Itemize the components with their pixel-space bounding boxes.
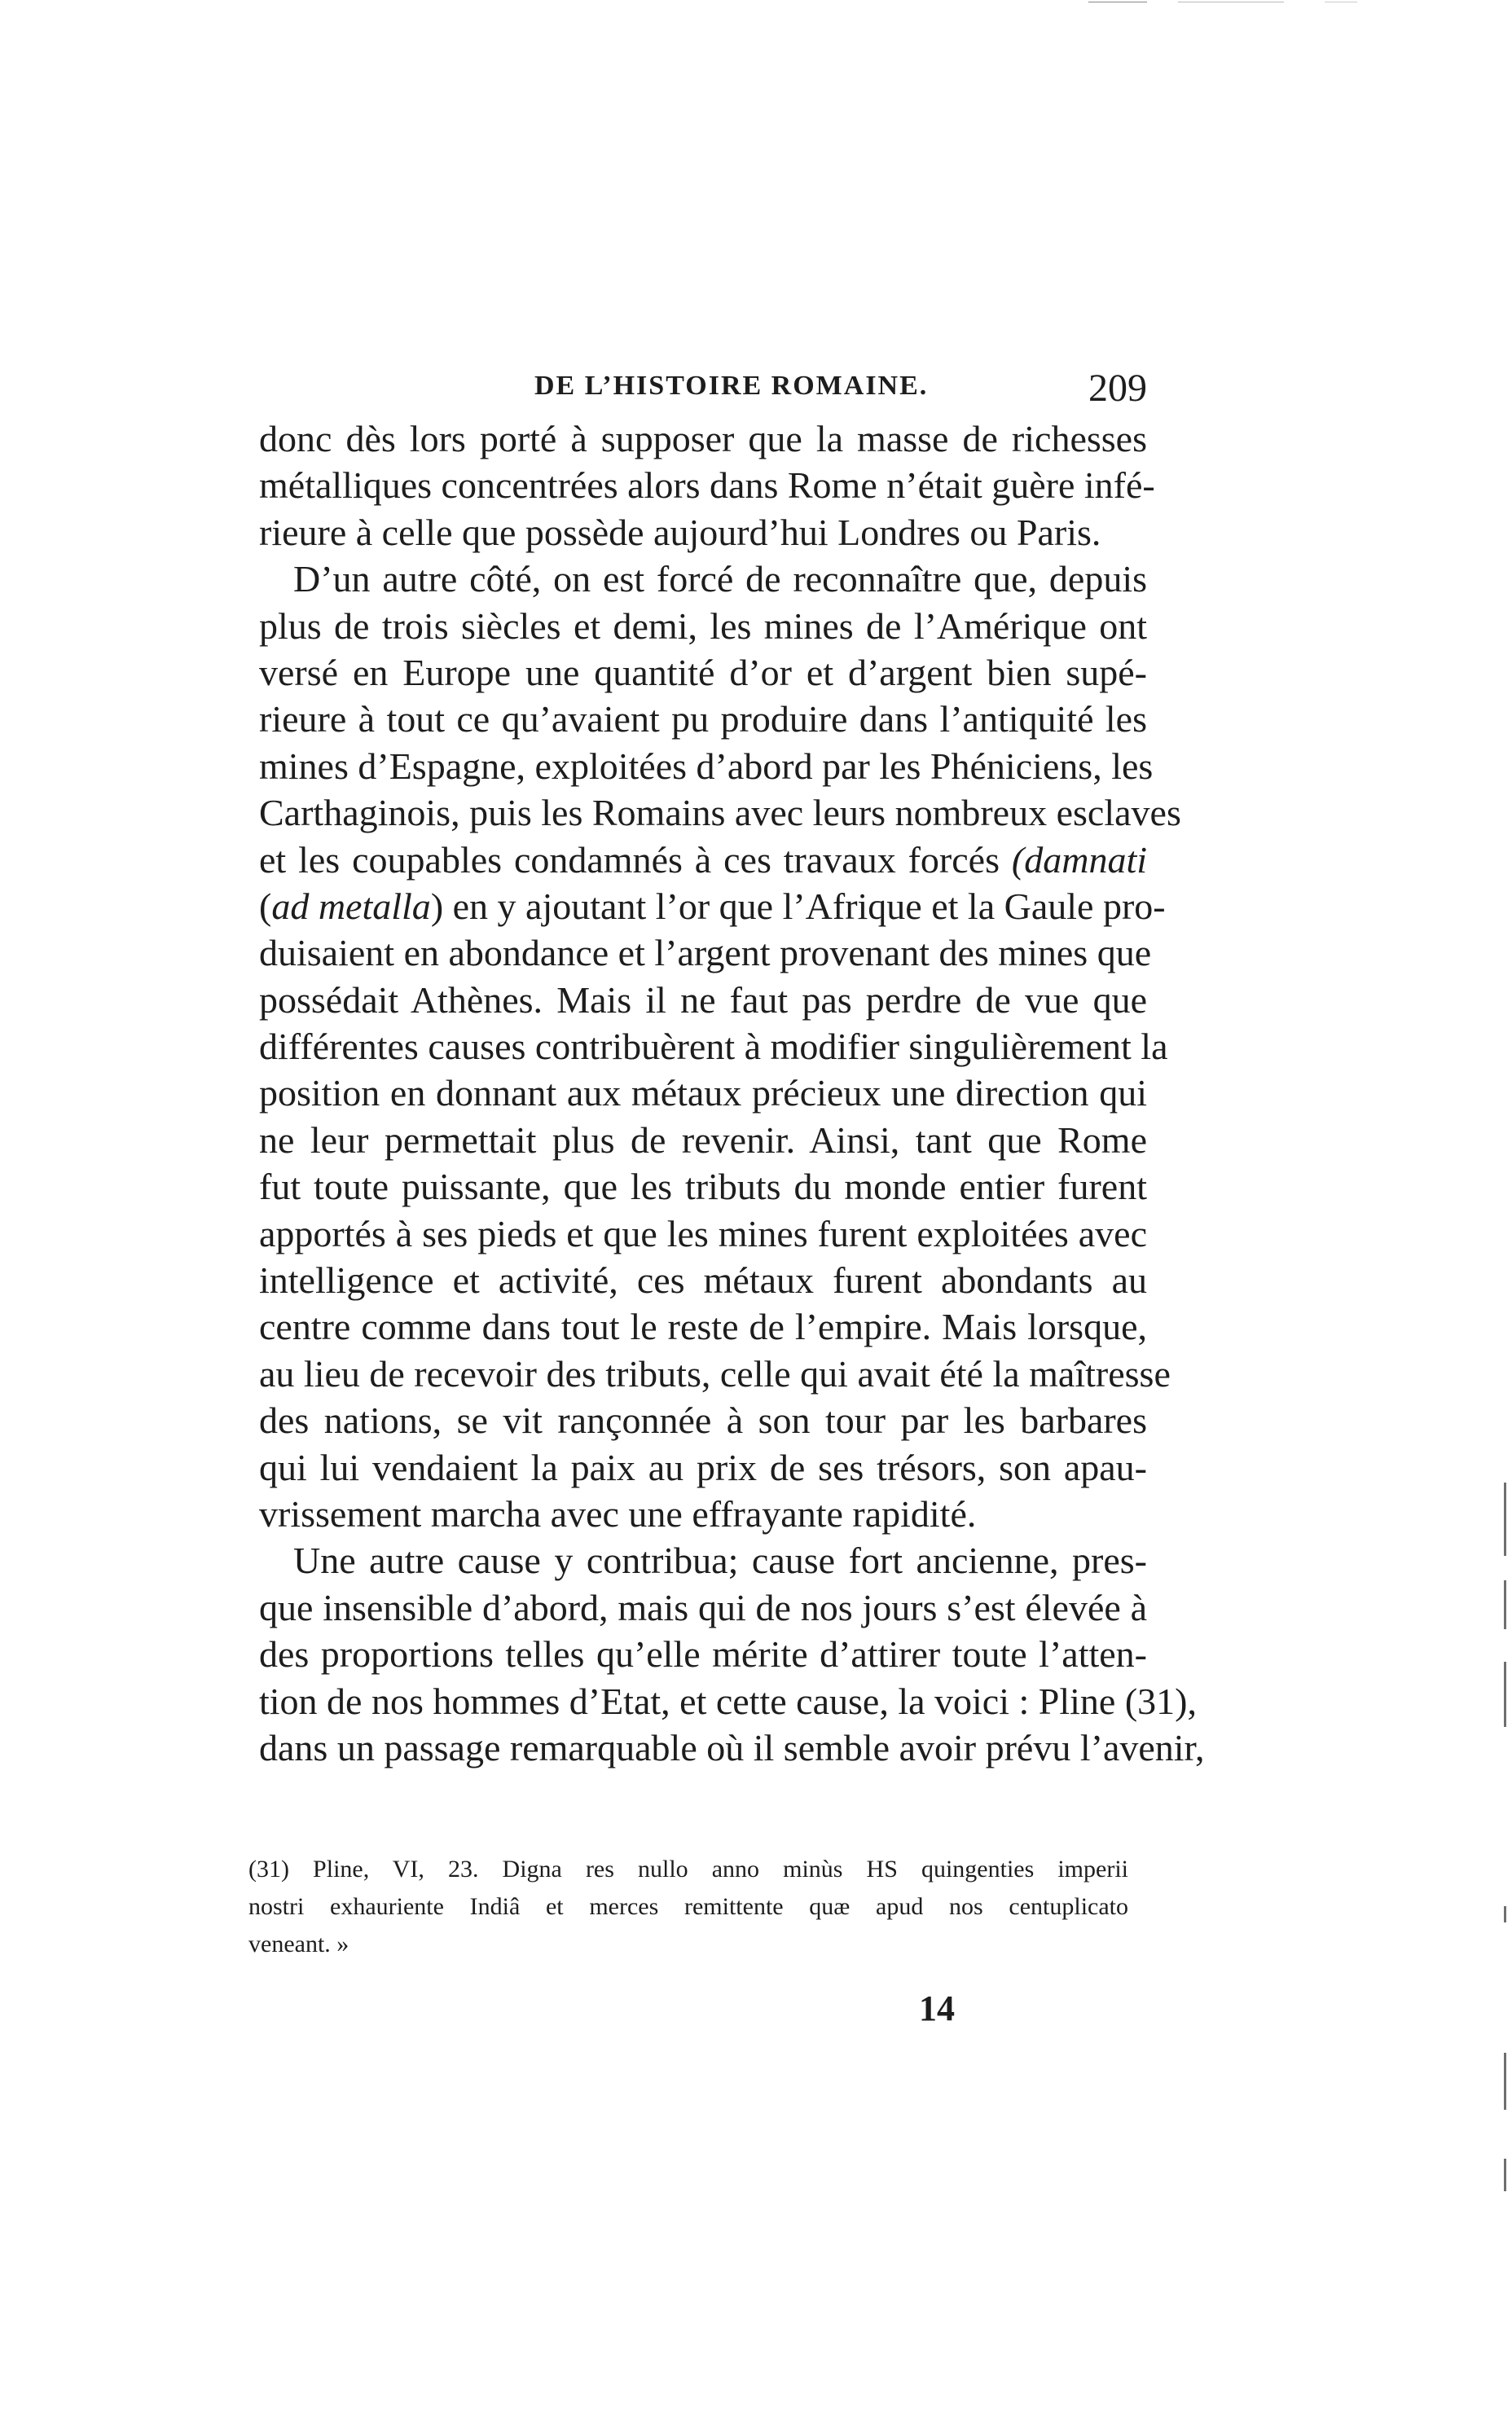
page-number: 209 [1088,367,1147,410]
footnote-line: (31) Pline, VI, 23. Digna res nullo anno minùs HS quingenties imperii [248,1856,1128,1883]
text-line: rieure à celle que possède aujourd’hui Londres ou Paris. [259,511,1101,553]
signature-mark: 14 [919,1988,955,2028]
footnote [248,1851,1128,1963]
text-line: possédait Athènes. Mais il ne faut pas perdre de vue que [259,978,1147,1021]
italic-term: (damnati [1011,838,1148,881]
text-line: qui lui vendaient la paix au prix de ses trésors, son apau- [259,1446,1147,1488]
text-line: tion de nos hommes d’Etat, et cette cause, la voici : Pline (31), [259,1680,1197,1722]
scan-mark [1504,1483,1506,1556]
scan-mark [1504,1580,1506,1629]
text-line: métalliques concentrées alors dans Rome n’était guère infé- [259,464,1155,507]
text-line: versé en Europe une quantité d’or et d’argent bien supé- [259,651,1147,693]
scan-mark [1504,1906,1506,1922]
text-line: Une autre cause y contribua; cause fort ancienne, pres- [293,1540,1147,1582]
text-line: différentes causes contribuèrent à modifier singulièrement la [259,1026,1168,1068]
text-line: (ad metalla) en y ajoutant l’or que l’Afrique et la Gaule pro- [259,885,1166,927]
text-line: duisaient en abondance et l’argent provenant des mines que [259,932,1152,974]
text-line: vrissement marcha avec une effrayante rapidité. [259,1492,977,1535]
text-line: plus de trois siècles et demi, les mines de l’Amérique ont [259,604,1147,647]
text-line: que insensible d’abord, mais qui de nos jours s’est élevée à [259,1586,1147,1628]
text-line: des proportions telles qu’elle mérite d’attirer toute l’atten- [259,1633,1147,1676]
running-head [259,367,1147,420]
text-line [259,837,1147,883]
text-line: fut toute puissante, que les tributs du monde entier furent [259,1166,1147,1208]
text-fragment: et les coupables condamnés à ces travaux forcés [259,838,1000,881]
text-line: donc dès lors porté à supposer que la masse de richesses [259,418,1147,459]
italic-term: ad metalla [271,885,431,927]
right-margin-scan-marks [1502,1483,1509,2281]
footnote-line: nostri exhauriente Indiâ et merces remittente quæ apud nos centuplicato [248,1893,1128,1920]
text-line: centre comme dans tout le reste de l’empire. Mais lorsque, [259,1306,1147,1348]
running-title: DE L’HISTOIRE ROMAINE. [534,371,929,401]
text-line: position en donnant aux métaux précieux une direction qui [259,1072,1147,1114]
text-line: intelligence et activité, ces métaux furent abondants au [259,1259,1147,1302]
scan-mark [1504,1662,1506,1727]
text-line: rieure à tout ce qu’avaient pu produire dans l’antiquité les [259,698,1147,740]
text-fragment: en y ajoutant l’or que l’Afrique et la Gaule pro- [452,885,1166,927]
body-text [259,415,1205,1771]
scan-mark [1504,2159,1506,2191]
text-line: D’un autre côté, on est forcé de reconnaître que, depuis [293,558,1147,600]
footnote-line: veneant. » [248,1931,349,1957]
text-line: au lieu de recevoir des tributs, celle qui avait été la maîtresse [259,1352,1171,1395]
text-line: ne leur permettait plus de revenir. Ainsi, tant que Rome [259,1118,1147,1161]
text-line: dans un passage remarquable où il semble avoir prévu l’avenir, [259,1726,1205,1768]
text-line: mines d’Espagne, exploitées d’abord par les Phéniciens, les [259,745,1154,787]
text-line: des nations, se vit rançonnée à son tour par les barbares [259,1399,1147,1442]
text-line: Carthaginois, puis les Romains avec leurs nombreux esclaves [259,792,1181,834]
scan-mark [1504,2053,1506,2110]
top-edge-rules [1088,0,1512,5]
text-line: apportés à ses pieds et que les mines furent exploitées avec [259,1212,1147,1254]
